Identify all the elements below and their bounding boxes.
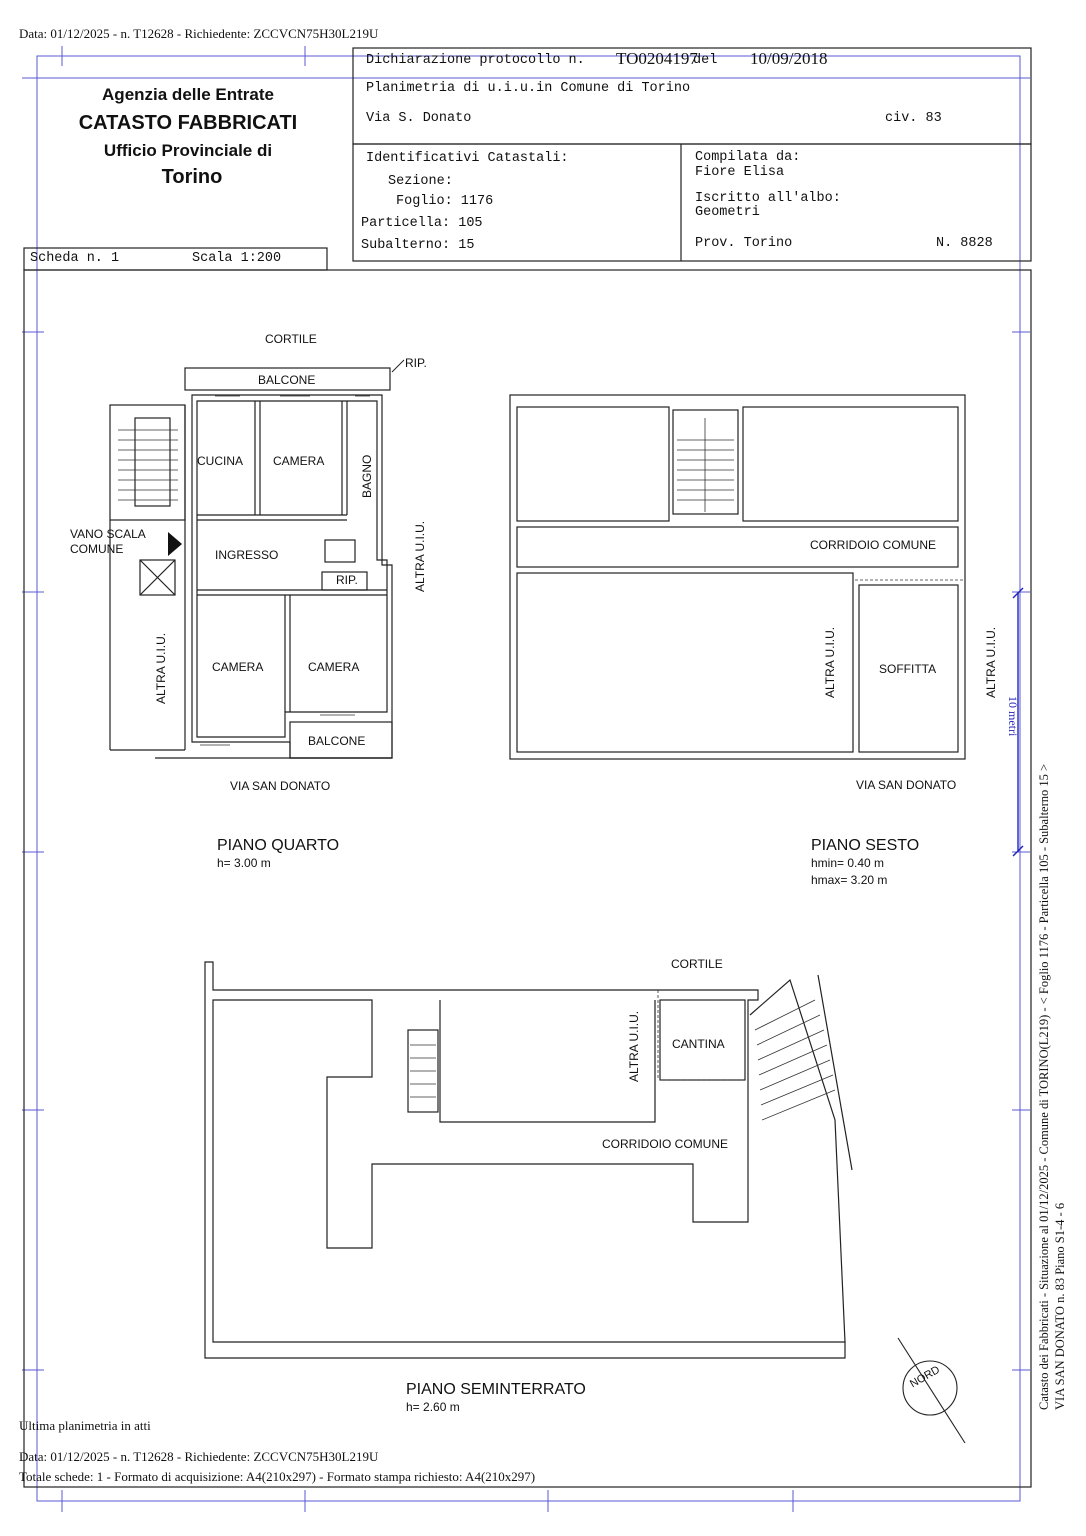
declaration-date: 10/09/2018 bbox=[750, 49, 828, 68]
compiler-name: Fiore Elisa bbox=[695, 165, 785, 180]
agency-name: Agenzia delle Entrate bbox=[102, 85, 274, 104]
scale-bar-label: 10 metri bbox=[1006, 696, 1020, 737]
label-altra-uiu-sesto-2: ALTRA U.I.U. bbox=[984, 626, 998, 698]
foglio-field: Foglio: 1176 bbox=[396, 194, 494, 209]
label-via-san-donato-2: VIA SAN DONATO bbox=[856, 778, 957, 792]
label-vano-comune: COMUNE bbox=[70, 542, 124, 556]
scheda-scale: Scala 1:200 bbox=[192, 251, 282, 266]
floor-sesto-title: PIANO SESTO bbox=[811, 837, 920, 854]
declaration-del: del bbox=[693, 53, 718, 68]
label-bagno: BAGNO bbox=[360, 454, 374, 498]
label-balcone-bottom: BALCONE bbox=[308, 734, 366, 748]
floor-semi-height: h= 2.60 m bbox=[406, 1400, 460, 1414]
registry-number: N. 8828 bbox=[936, 236, 993, 251]
albo-heading: Iscritto all'albo: bbox=[695, 191, 841, 206]
label-altra-uiu-right: ALTRA U.I.U. bbox=[413, 520, 427, 592]
floor-semi-title: PIANO SEMINTERRATO bbox=[406, 1381, 586, 1398]
label-vano-scala: VANO SCALA bbox=[70, 527, 146, 541]
sezione-field: Sezione: bbox=[388, 174, 453, 189]
prov-field: Prov. Torino bbox=[695, 236, 793, 251]
side-text-line1: Catasto dei Fabbricati - Situazione al 01/12/2025 - Comune di TORINO(L219) - < Foglio 1176 - Particella 105 - Subalterno 15 > bbox=[1037, 763, 1051, 1410]
ufficio-label: Ufficio Provinciale di bbox=[103, 141, 273, 160]
header-top-line: Data: 01/12/2025 - n. T12628 - Richiedente: ZCCVCN75H30L219U bbox=[19, 26, 379, 41]
label-camera-1: CAMERA bbox=[273, 454, 325, 468]
label-balcone-top: BALCONE bbox=[258, 373, 316, 387]
floor-quarto-title: PIANO QUARTO bbox=[217, 837, 340, 854]
label-corridoio-comune-1: CORRIDOIO COMUNE bbox=[810, 538, 936, 552]
floor-sesto-hmax: hmax= 3.20 m bbox=[811, 873, 888, 887]
footer-line2: Totale schede: 1 - Formato di acquisizione: A4(210x297) - Formato stampa richiesto: A4(210x297) bbox=[19, 1469, 536, 1484]
civ-number: civ. 83 bbox=[885, 111, 942, 126]
subalterno-field: Subalterno: 15 bbox=[361, 238, 475, 253]
label-altra-uiu-sesto-1: ALTRA U.I.U. bbox=[823, 626, 837, 698]
scheda-number: Scheda n. 1 bbox=[30, 251, 120, 266]
label-soffitta: SOFFITTA bbox=[879, 662, 937, 676]
albo-value: Geometri bbox=[695, 205, 760, 220]
label-altra-uiu-semi: ALTRA U.I.U. bbox=[627, 1010, 641, 1082]
label-camera-2: CAMERA bbox=[212, 660, 264, 674]
label-cortile-bottom: CORTILE bbox=[671, 957, 723, 971]
label-camera-3: CAMERA bbox=[308, 660, 360, 674]
floor-sesto-hmin: hmin= 0.40 m bbox=[811, 856, 885, 870]
label-corridoio-comune-2: CORRIDOIO COMUNE bbox=[602, 1137, 728, 1151]
declaration-prefix: Dichiarazione protocollo n. bbox=[366, 53, 585, 68]
label-via-san-donato-1: VIA SAN DONATO bbox=[230, 779, 331, 793]
label-cortile-top: CORTILE bbox=[265, 332, 317, 346]
label-cantina: CANTINA bbox=[672, 1037, 725, 1051]
footer-last-plan: Ultima planimetria in atti bbox=[19, 1418, 151, 1433]
label-cucina: CUCINA bbox=[197, 454, 244, 468]
ufficio-city: Torino bbox=[161, 166, 223, 188]
particella-field: Particella: 105 bbox=[361, 216, 483, 231]
declaration-number: TO0204197 bbox=[616, 49, 698, 68]
identifiers-heading: Identificativi Catastali: bbox=[366, 151, 569, 166]
address-line: Via S. Donato bbox=[366, 111, 472, 126]
plan-line: Planimetria di u.i.u.in Comune di Torino bbox=[366, 81, 691, 96]
floor-quarto-height: h= 3.00 m bbox=[217, 856, 271, 870]
footer-line1: Data: 01/12/2025 - n. T12628 - Richiedente: ZCCVCN75H30L219U bbox=[19, 1449, 379, 1464]
label-rip-top: RIP. bbox=[405, 356, 427, 370]
label-altra-uiu-left: ALTRA U.I.U. bbox=[154, 632, 168, 704]
catasto-title: CATASTO FABBRICATI bbox=[78, 112, 298, 134]
north-label: NORD bbox=[908, 1363, 943, 1391]
label-ingresso: INGRESSO bbox=[215, 548, 279, 562]
label-rip-mid: RIP. bbox=[336, 573, 358, 587]
compiler-heading: Compilata da: bbox=[695, 150, 801, 165]
side-text-line2: VIA SAN DONATO n. 83 Piano S1-4 - 6 bbox=[1053, 1202, 1067, 1410]
